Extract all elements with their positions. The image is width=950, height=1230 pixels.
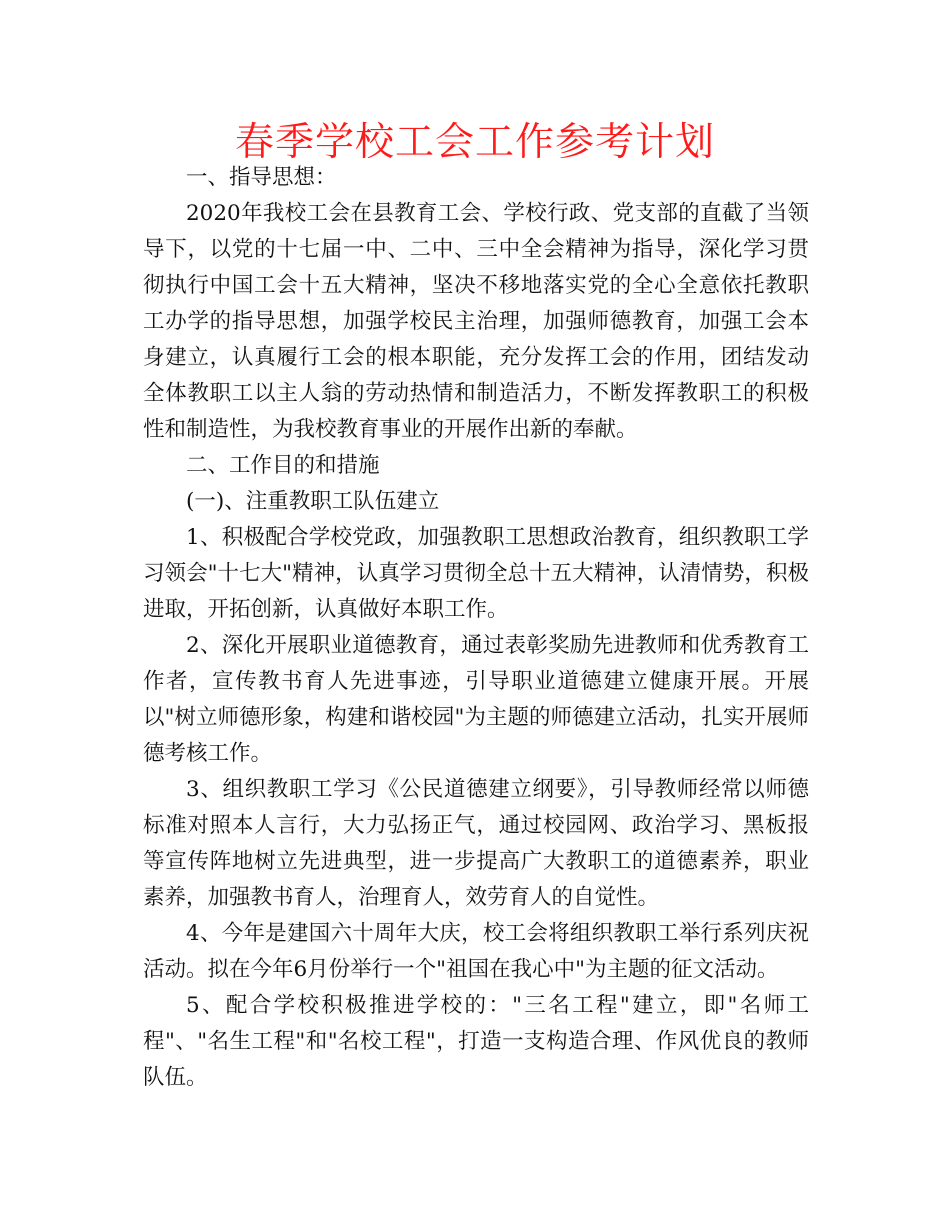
section-heading-guiding-ideology: 一、指导思想： <box>186 165 337 190</box>
subsection-heading-staff-building: (一)、注重教职工队伍建立 <box>186 489 440 514</box>
section-heading-goals-measures: 二、工作目的和措施 <box>186 453 380 478</box>
paragraph-item-4: 4、今年是建国六十周年大庆，校工会将组织教职工举行系列庆祝活动。拟在今年6月份举行一个"祖国在我心中"为主题的征文活动。 <box>143 921 809 982</box>
document-body <box>143 160 809 1096</box>
paragraph-item-2: 2、深化开展职业道德教育，通过表彰奖励先进教师和优秀教育工作者，宣传教书育人先进事迹，引导职业道德建立健康开展。开展以"树立师德形象，构建和谐校园"为主题的师德建立活动，扎实开展师德考核工作。 <box>143 633 809 766</box>
document-title: 春季学校工会工作参考计划 <box>234 120 715 165</box>
paragraph-item-3: 3、组织教职工学习《公民道德建立纲要》，引导教师经常以师德标准对照本人言行，大力弘扬正气，通过校园网、政治学习、黑板报等宣传阵地树立先进典型，进一步提高广大教职工的道德素养，职业素养，加强教书育人，治理育人，效劳育人的自觉性。 <box>143 777 809 910</box>
paragraph-guiding-ideology: 2020年我校工会在县教育工会、学校行政、党支部的直截了当领导下，以党的十七届一中、二中、三中全会精神为指导，深化学习贯彻执行中国工会十五大精神，坚决不移地落实党的全心全意依托教职工办学的指导思想，加强学校民主治理，加强师德教育，加强工会本身建立，认真履行工会的根本职能，充分发挥工会的作用，团结发动全体教职工以主人翁的劳动热情和制造活力，不断发挥教职工的积极性和制造性，为我校教育事业的开展作出新的奉献。 <box>143 201 809 442</box>
paragraph-item-1: 1、积极配合学校党政，加强教职工思想政治教育，组织教职工学习领会"十七大"精神，认真学习贯彻全总十五大精神，认清情势，积极进取，开拓创新，认真做好本职工作。 <box>143 525 809 622</box>
paragraph-item-5: 5、配合学校积极推进学校的："三名工程"建立，即"名师工程"、"名生工程"和"名校工程"，打造一支构造合理、作风优良的教师队伍。 <box>143 993 809 1090</box>
